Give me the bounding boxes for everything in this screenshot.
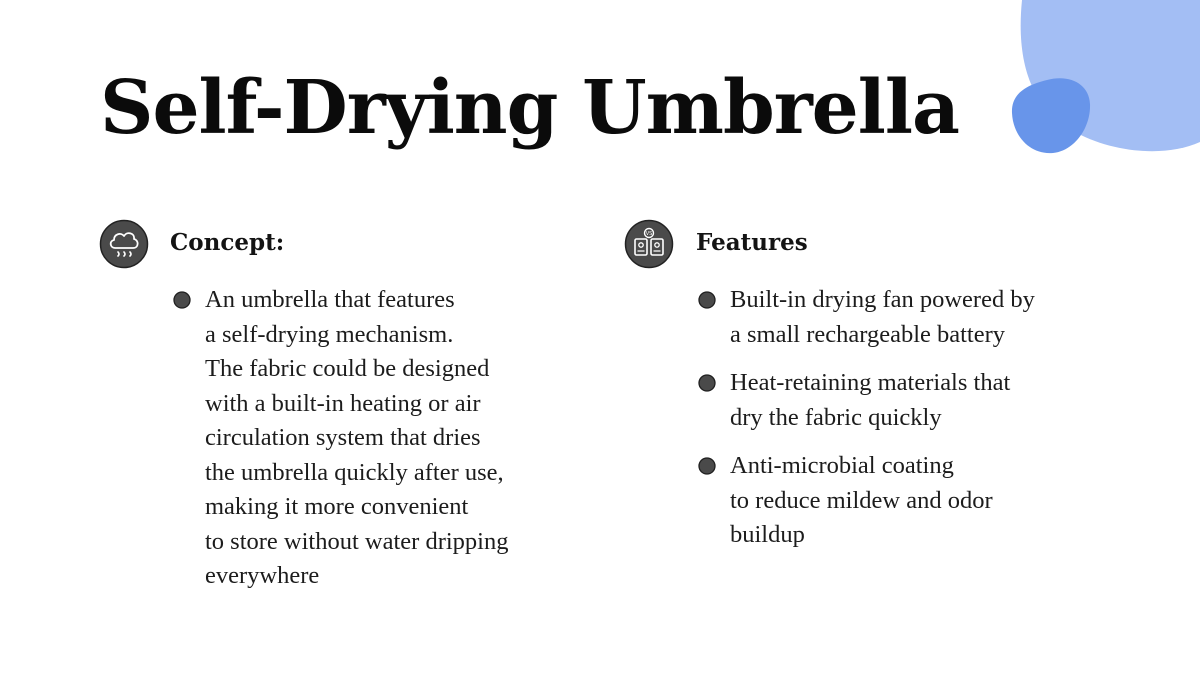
bullet-text [730,283,1035,352]
bullet-line: the umbrella quickly after use, [205,458,504,486]
bullet-text [730,449,1035,553]
bullet-line: An umbrella that features [205,286,455,313]
list-item [697,449,1035,553]
bullet-line: to store without water dripping [205,527,509,555]
features-bullet-list [697,283,1035,567]
bullet-icon [697,290,717,310]
versus-comparison-icon [623,218,675,270]
features-heading: Features [696,229,808,256]
bullet-line: a self-drying mechanism. [205,320,454,348]
list-item [172,283,508,594]
large-blob-shape [1021,0,1200,151]
small-blob-shape [1012,78,1090,153]
bullet-line: buildup [730,521,805,548]
slide-title: Self-Drying Umbrella [100,65,959,151]
bullet-line: Heat-retaining materials that [730,369,1011,396]
bullet-icon [172,290,192,310]
cloud-heat-icon [98,218,150,270]
concept-bullet-list [172,283,508,608]
bullet-line: circulation system that dries [205,424,481,451]
bullet-line: with a built-in heating or air [205,389,481,417]
bullet-text [730,366,1035,435]
svg-text:VS: VS [645,231,653,237]
bullet-line: Anti-microbial coating [730,452,954,479]
bullet-icon [697,373,717,393]
bullet-text [205,283,508,594]
concept-heading: Concept: [170,229,285,256]
bullet-line: Built-in drying fan powered by [730,286,1035,313]
bullet-line: dry the fabric quickly [730,403,942,431]
bullet-line: to reduce mildew and odor [730,486,993,514]
bullet-line: making it more convenient [205,493,469,520]
bullet-line: everywhere [205,562,320,589]
bullet-icon [697,456,717,476]
bullet-line: a small rechargeable battery [730,320,1006,348]
bullet-line: The fabric could be designed [205,355,490,382]
list-item [697,283,1035,352]
list-item [697,366,1035,435]
